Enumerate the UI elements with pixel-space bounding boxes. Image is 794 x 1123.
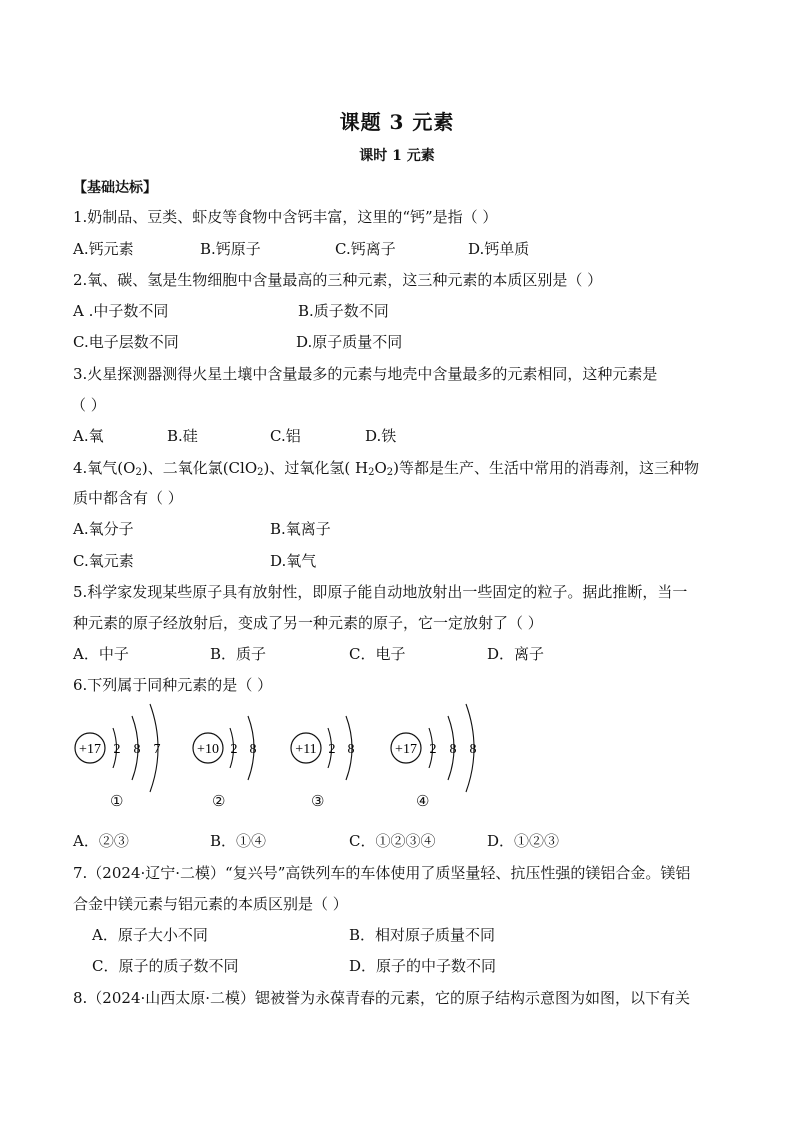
question-5-option-c: C．电子 [349, 645, 406, 663]
question-3-option-c: C.铝 [270, 427, 301, 445]
question-7-option-a: A．原子大小不同 [92, 926, 208, 944]
question-8-stem-line1: 8.（2024·山西太原·二模）锶被誉为永葆青春的元素，它的原子结构示意图为如图，以下有关 [73, 989, 691, 1007]
atom-diagram-3 [288, 700, 388, 810]
atom-2-shell-2: 8 [249, 742, 257, 757]
atom-diagram-1 [70, 700, 190, 810]
question-4-stem-line1: 4.氧气$(O_2)$、二氧化氯(ClO$_2$)、过氧化氢( $H_2O_2$)等都是生产、生活中常用的消毒剂，这三种物 [73, 459, 699, 478]
atom-3-shell-1: 2 [328, 742, 336, 757]
atom-2-nucleus: +10 [197, 742, 219, 757]
question-7-stem-line1: 7.（2024·辽宁·二模）“复兴号”高铁列车的车体使用了质坚量轻、抗压性强的镁铝合金。镁铝 [73, 864, 691, 882]
question-7-stem-line2: 合金中镁元素与铝元素的本质区别是（ ） [73, 895, 348, 913]
lesson-title: 课时 1 元素 [359, 148, 435, 164]
question-4-option-a: A.氧分子 [73, 520, 134, 538]
atom-structure-4-graphic [386, 700, 506, 800]
atom-4-shell-3: 8 [469, 742, 477, 757]
question-2-option-a: A .中子数不同 [73, 302, 169, 320]
atom-4-nucleus: +17 [395, 742, 417, 757]
question-5-stem-line1: 5.科学家发现某些原子具有放射性，即原子能自动地放射出一些固定的粒子。据此推断，当一 [73, 583, 688, 601]
atom-2-shell-1: 2 [230, 742, 238, 757]
question-1-option-c: C.钙离子 [335, 240, 396, 258]
page-title: 课题 3 元素 [339, 110, 455, 134]
question-3-option-b: B.硅 [167, 427, 198, 445]
question-5-option-d: D．离子 [487, 645, 545, 663]
atom-1-shell-3: 7 [153, 742, 161, 757]
question-1-option-a: A.钙元素 [73, 240, 134, 258]
question-3-option-d: D.铁 [365, 427, 397, 445]
question-5-option-b: B．质子 [210, 645, 267, 663]
question-5-option-a: A．中子 [73, 645, 129, 663]
atom-4-shell-2: 8 [449, 742, 457, 757]
question-6-stem: 6.下列属于同种元素的是（ ） [73, 676, 273, 694]
question-7-option-d: D．原子的中子数不同 [349, 957, 497, 975]
question-3-stem-line1: 3.火星探测器测得火星土壤中含量最多的元素与地壳中含量最多的元素相同，这种元素是 [73, 365, 658, 383]
question-2-stem: 2.氧、碳、氢是生物细胞中含量最高的三种元素，这三种元素的本质区别是（ ） [73, 271, 603, 289]
question-1-option-d: D.钙单质 [468, 240, 530, 258]
atom-3-label: ③ [311, 792, 325, 810]
question-6-option-a: A．②③ [73, 832, 129, 850]
question-6-option-d: D．①②③ [487, 832, 560, 850]
atom-1-shell-2: 8 [133, 742, 141, 757]
atom-3-nucleus: +11 [295, 742, 317, 757]
question-1-option-b: B.钙原子 [200, 240, 261, 258]
atom-structure-2-graphic [190, 700, 290, 800]
question-1-stem: 1.奶制品、豆类、虾皮等食物中含钙丰富，这里的“钙”是指（ ） [73, 208, 498, 226]
atom-4-label: ④ [416, 792, 430, 810]
question-6-option-b: B．①④ [210, 832, 267, 850]
question-4-option-d: D.氧气 [270, 552, 317, 570]
question-3-option-a: A.氧 [73, 427, 104, 445]
question-2-option-c: C.电子层数不同 [73, 333, 179, 351]
question-4-stem-line2: 质中都含有（ ） [73, 489, 183, 507]
atom-2-label: ② [212, 792, 226, 810]
question-6-option-c: C．①②③④ [349, 832, 436, 850]
atom-diagram-4 [386, 700, 506, 810]
question-7-option-b: B．相对原子质量不同 [349, 926, 496, 944]
atom-1-label: ① [110, 792, 124, 810]
question-2-option-b: B.质子数不同 [298, 302, 389, 320]
atom-diagram-2 [190, 700, 290, 810]
atom-diagrams [70, 700, 520, 810]
atom-1-shell-1: 2 [113, 742, 121, 757]
atom-structure-3-graphic [288, 700, 388, 800]
question-2-option-d: D.原子质量不同 [296, 333, 403, 351]
question-5-stem-line2: 种元素的原子经放射后，变成了另一种元素的原子，它一定放射了（ ） [73, 614, 543, 632]
atom-structure-1-graphic [70, 700, 190, 800]
question-7-option-c: C．原子的质子数不同 [92, 957, 239, 975]
question-4-option-c: C.氧元素 [73, 552, 134, 570]
question-4-option-b: B.氧离子 [270, 520, 331, 538]
atom-3-shell-2: 8 [347, 742, 355, 757]
atom-4-shell-1: 2 [429, 742, 437, 757]
question-3-stem-line2: （ ） [71, 396, 106, 414]
section-label: 【基础达标】 [73, 180, 157, 196]
atom-1-nucleus: +17 [79, 742, 101, 757]
